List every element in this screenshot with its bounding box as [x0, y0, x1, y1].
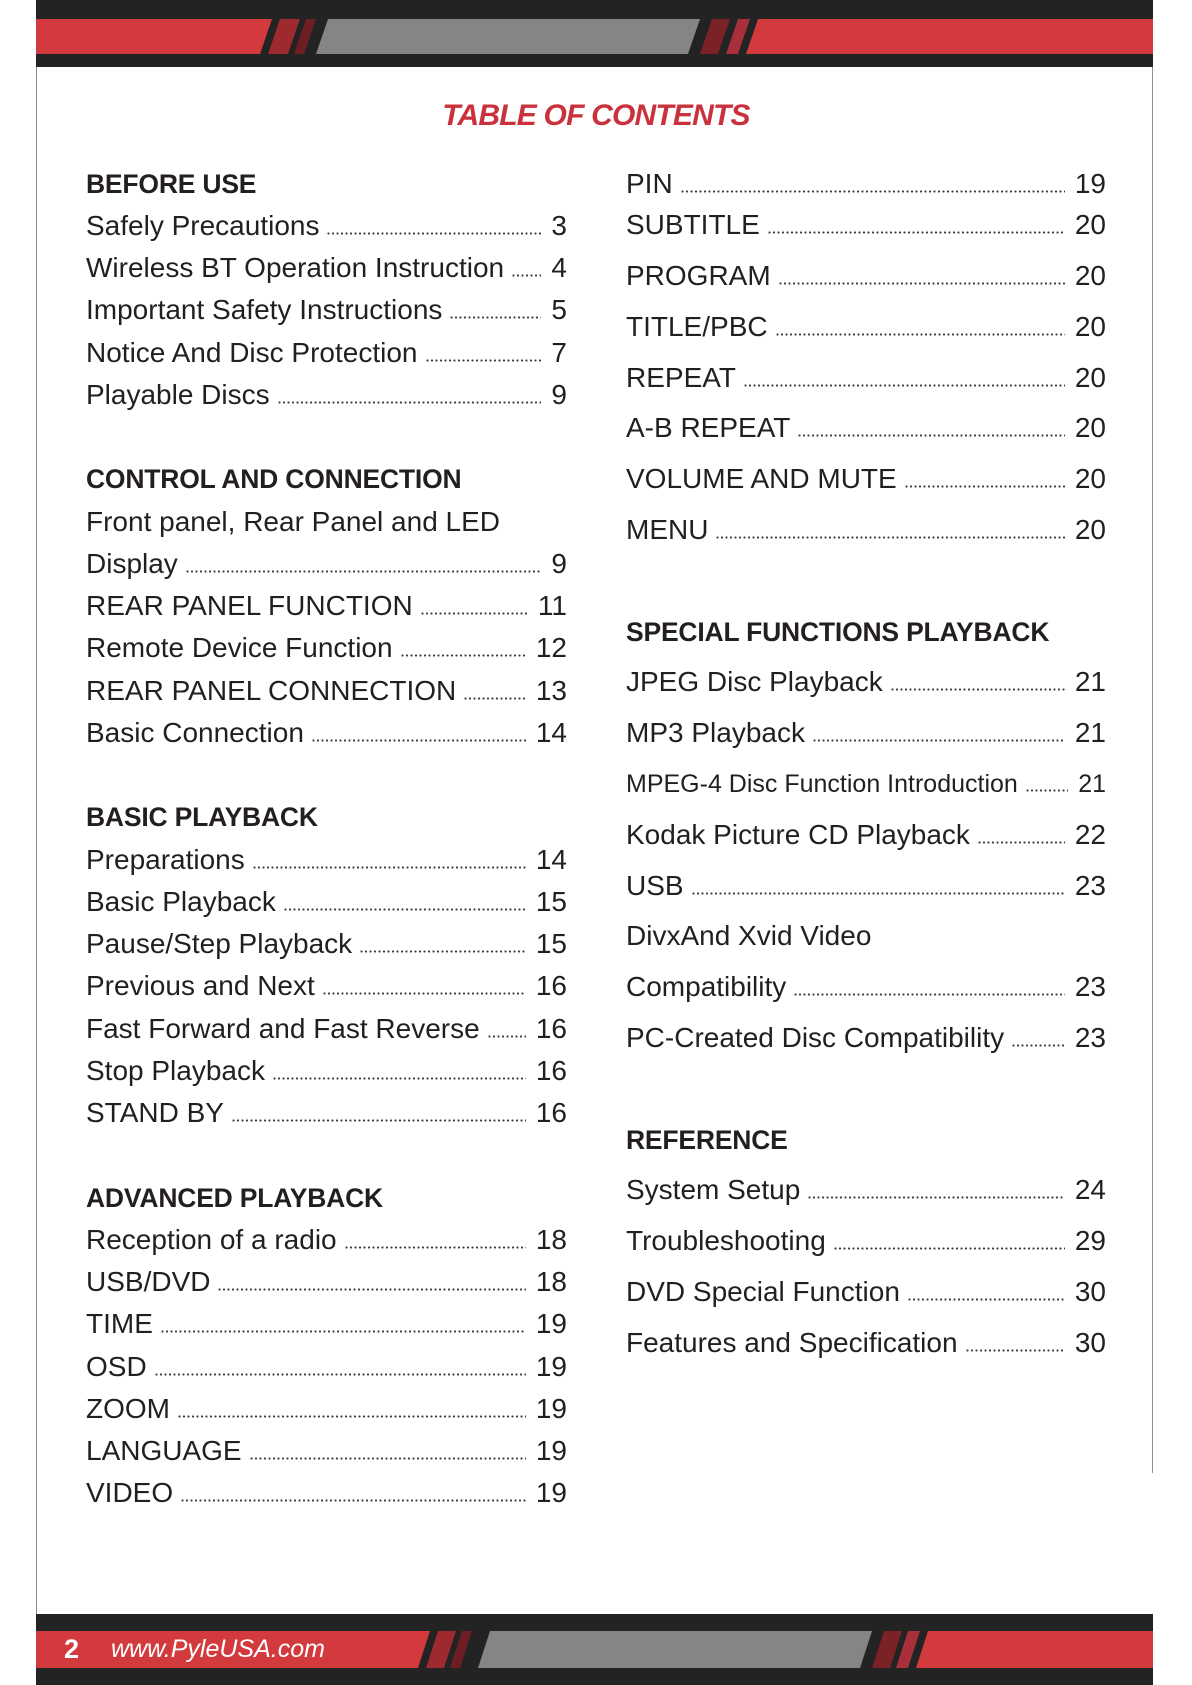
header-band — [0, 0, 1192, 67]
toc-entry-label: MENU — [626, 514, 709, 546]
page-title: TABLE OF CONTENTS — [442, 99, 750, 132]
dot-leader — [401, 654, 526, 657]
toc-entry-page: 19 — [535, 1392, 567, 1424]
toc-entry-page: 3 — [551, 209, 567, 241]
toc-entry-page: 19 — [535, 1435, 567, 1467]
toc-entry-page: 30 — [1074, 1276, 1106, 1308]
toc-entry-label: Features and Specification — [626, 1326, 958, 1358]
toc-entry-label: Basic Connection — [86, 716, 304, 748]
dot-leader — [692, 892, 1065, 895]
toc-entry — [86, 712, 567, 754]
dot-leader — [284, 908, 526, 911]
dot-leader — [323, 992, 526, 995]
toc-entry-label: OSD — [86, 1350, 147, 1382]
toc-entry-page: 9 — [551, 378, 567, 410]
toc-entry — [626, 1216, 1106, 1267]
toc-entry — [626, 1165, 1106, 1216]
toc-entry-page: 29 — [1074, 1225, 1106, 1257]
toc-entry-page: 11 — [537, 590, 567, 622]
toc-entry-label: USB/DVD — [86, 1266, 211, 1298]
toc-entry — [86, 1430, 567, 1472]
section-heading: REFERENCE — [626, 1124, 788, 1155]
toc-entry-label: PROGRAM — [626, 260, 771, 292]
toc-entry-page: 14 — [535, 843, 567, 875]
dot-leader — [813, 739, 1065, 742]
toc-entry-label: Display — [86, 547, 178, 579]
dot-leader — [779, 282, 1065, 285]
dot-leader — [966, 1349, 1065, 1352]
toc-entry-label: Kodak Picture CD Playback — [626, 818, 970, 850]
toc-entry-label: LANGUAGE — [86, 1435, 242, 1467]
toc-entry-page: 21 — [1078, 770, 1106, 799]
toc-entry-page: 21 — [1074, 717, 1106, 749]
section-heading: BEFORE USE — [86, 168, 257, 199]
toc-entry — [86, 1388, 567, 1430]
toc-entry-label: Pause/Step Playback — [86, 928, 353, 960]
toc-entry-page: 19 — [1074, 167, 1106, 199]
dot-leader — [155, 1373, 526, 1376]
toc-entry-label: VIDEO — [86, 1477, 174, 1509]
toc-entry — [86, 627, 567, 669]
toc-entry — [626, 708, 1106, 759]
toc-entry-page: 20 — [1074, 209, 1106, 241]
toc-entry-label: Important Safety Instructions — [86, 294, 443, 326]
toc-entry-page: 20 — [1074, 260, 1106, 292]
toc-entry-label: MP3 Playback — [626, 717, 805, 749]
toc-entry-label: Safely Precautions — [86, 209, 320, 241]
toc-entry-label: Notice And Disc Protection — [86, 336, 418, 368]
toc-entry-label: JPEG Disc Playback — [626, 666, 883, 698]
toc-entry-label: REPEAT — [626, 361, 736, 393]
toc-entry — [626, 163, 1106, 201]
toc-entry-page: 4 — [551, 252, 567, 284]
dot-leader — [232, 1119, 526, 1122]
toc-entry — [626, 403, 1106, 454]
dot-leader — [278, 401, 542, 404]
toc-entry — [86, 1303, 567, 1345]
dot-leader — [744, 384, 1065, 387]
section-spacer — [86, 1134, 567, 1176]
toc-entry-page: 20 — [1074, 514, 1106, 546]
dot-leader — [798, 434, 1064, 437]
dot-leader — [978, 841, 1065, 844]
dot-leader — [360, 950, 526, 953]
toc-entry — [86, 247, 567, 289]
section-spacer — [86, 754, 567, 796]
toc-entry-page: 7 — [551, 336, 567, 368]
toc-entry — [86, 1219, 567, 1261]
toc-entry — [626, 200, 1106, 251]
dot-leader — [253, 866, 526, 869]
dot-leader — [345, 1246, 526, 1249]
toc-entry-page: 20 — [1074, 361, 1106, 393]
toc-entry-page: 13 — [535, 674, 567, 706]
dot-leader — [1012, 1044, 1065, 1047]
toc-entry-page: 23 — [1074, 971, 1106, 1003]
toc-entry-page: 9 — [551, 547, 567, 579]
toc-entry-label: TIME — [86, 1308, 153, 1340]
toc-entry — [626, 251, 1106, 302]
toc-entry-page: 15 — [535, 928, 567, 960]
toc-entry-label: DivxAnd Xvid Video — [626, 920, 872, 952]
toc-entry-label: A-B REPEAT — [626, 412, 791, 444]
toc-entry — [86, 1472, 567, 1514]
toc-entry — [626, 1267, 1106, 1318]
toc-entry-label: REAR PANEL FUNCTION — [86, 590, 413, 622]
toc-entry — [626, 962, 1106, 1013]
section-heading: ADVANCED PLAYBACK — [86, 1182, 383, 1213]
dot-leader — [178, 1415, 526, 1418]
toc-entry — [626, 454, 1106, 505]
toc-entry-label: MPEG-4 Disc Function Introduction — [626, 770, 1018, 799]
dot-leader — [181, 1499, 526, 1502]
dot-leader — [161, 1330, 526, 1333]
toc-entry — [626, 1013, 1106, 1064]
toc-entry-label: REAR PANEL CONNECTION — [86, 674, 457, 706]
toc-entry-label: SUBTITLE — [626, 209, 760, 241]
toc-entry-page: 20 — [1074, 310, 1106, 342]
dot-leader — [488, 1035, 526, 1038]
toc-entry-page: 12 — [535, 632, 567, 664]
toc-entry — [86, 1092, 567, 1134]
toc-left-column — [86, 163, 567, 1515]
toc-entry-label: Compatibility — [626, 971, 787, 1003]
section-spacer — [626, 556, 1106, 607]
toc-entry-label: Wireless BT Operation Instruction — [86, 252, 505, 284]
toc-entry-page: 18 — [535, 1223, 567, 1255]
toc-entry-page: 14 — [535, 716, 567, 748]
toc-entry-page: 23 — [1074, 869, 1106, 901]
dot-leader — [327, 232, 541, 235]
toc-entry-label: TITLE/PBC — [626, 310, 768, 342]
toc-entry — [86, 1346, 567, 1388]
toc-entry — [86, 585, 567, 627]
dot-leader — [218, 1288, 525, 1291]
dot-leader — [512, 274, 541, 277]
toc-entry — [86, 839, 567, 881]
toc-entry-label: System Setup — [626, 1174, 801, 1206]
toc-entry — [626, 302, 1106, 353]
toc-right-column — [626, 163, 1106, 1369]
dot-leader — [834, 1247, 1065, 1250]
page-left-border — [36, 0, 37, 1685]
toc-entry-page: 22 — [1074, 818, 1106, 850]
toc-entry — [86, 501, 567, 543]
toc-entry-label: Preparations — [86, 843, 245, 875]
toc-entry-label: PC-Created Disc Compatibility — [626, 1022, 1005, 1054]
toc-entry — [86, 881, 567, 923]
toc-entry-label: Troubleshooting — [626, 1225, 826, 1257]
dot-leader — [768, 231, 1065, 234]
dot-leader — [908, 1298, 1065, 1301]
toc-entry-label: Basic Playback — [86, 885, 276, 917]
toc-entry-page: 23 — [1074, 1022, 1106, 1054]
toc-entry-label: STAND BY — [86, 1097, 224, 1129]
toc-entry — [86, 923, 567, 965]
toc-entry-label: Front panel, Rear Panel and LED — [86, 505, 501, 537]
website-text: www.PyleUSA.com — [111, 1635, 325, 1663]
dot-leader — [273, 1077, 526, 1080]
toc-entry-label: Playable Discs — [86, 378, 270, 410]
dot-leader — [312, 739, 526, 742]
dot-leader — [891, 688, 1065, 691]
toc-entry — [626, 861, 1106, 912]
toc-entry — [626, 657, 1106, 708]
dot-leader — [716, 536, 1064, 539]
toc-entry — [86, 1050, 567, 1092]
toc-entry-page: 5 — [551, 294, 567, 326]
toc-entry — [86, 205, 567, 247]
toc-entry-label: Stop Playback — [86, 1054, 265, 1086]
dot-leader — [681, 190, 1065, 193]
toc-entry — [86, 543, 567, 585]
toc-entry-page: 16 — [535, 1054, 567, 1086]
section-heading: CONTROL AND CONNECTION — [86, 464, 462, 495]
dot-leader — [794, 993, 1065, 996]
toc-entry-page: 15 — [535, 885, 567, 917]
section-spacer — [86, 416, 567, 458]
toc-entry-label: VOLUME AND MUTE — [626, 463, 897, 495]
dot-leader — [421, 612, 528, 615]
toc-entry-page: 20 — [1074, 463, 1106, 495]
toc-entry — [86, 1008, 567, 1050]
section-spacer — [626, 1064, 1106, 1115]
toc-entry-page: 30 — [1074, 1326, 1106, 1358]
dot-leader — [450, 316, 541, 319]
page-number: 2 — [64, 1634, 80, 1664]
toc-entry-label: Fast Forward and Fast Reverse — [86, 1012, 480, 1044]
toc-entry — [86, 1261, 567, 1303]
dot-leader — [776, 333, 1065, 336]
page-right-border — [1152, 0, 1153, 1473]
toc-entry — [626, 1318, 1106, 1369]
dot-leader — [1026, 789, 1068, 792]
toc-entry — [86, 374, 567, 416]
toc-entry — [626, 810, 1106, 861]
dot-leader — [186, 570, 542, 573]
dot-leader — [808, 1196, 1065, 1199]
toc-entry — [86, 332, 567, 374]
toc-entry-label: DVD Special Function — [626, 1276, 900, 1308]
dot-leader — [905, 485, 1065, 488]
toc-entry-label: Remote Device Function — [86, 632, 393, 664]
header-band-graphic — [0, 0, 1192, 67]
toc-entry-page: 16 — [535, 1012, 567, 1044]
toc-entry-label: USB — [626, 869, 684, 901]
toc-entry-page: 21 — [1074, 666, 1106, 698]
toc-entry — [626, 911, 1106, 962]
toc-entry — [86, 289, 567, 331]
toc-entry-page: 19 — [535, 1477, 567, 1509]
toc-entry — [86, 670, 567, 712]
section-heading: BASIC PLAYBACK — [86, 802, 318, 833]
toc-entry-page: 24 — [1074, 1174, 1106, 1206]
toc-entry-label: Previous and Next — [86, 970, 315, 1002]
toc-entry-page: 16 — [535, 1097, 567, 1129]
toc-entry-page: 18 — [535, 1266, 567, 1298]
dot-leader — [250, 1457, 526, 1460]
toc-entry — [626, 353, 1106, 404]
toc-entry-page: 20 — [1074, 412, 1106, 444]
toc-entry — [626, 505, 1106, 556]
toc-entry-label: Reception of a radio — [86, 1223, 337, 1255]
dot-leader — [464, 697, 526, 700]
toc-entry-page: 16 — [535, 970, 567, 1002]
section-heading: SPECIAL FUNCTIONS PLAYBACK — [626, 616, 1050, 647]
toc-entry-label: PIN — [626, 167, 673, 199]
toc-entry — [86, 965, 567, 1007]
toc-entry-page: 19 — [535, 1308, 567, 1340]
toc-entry-label: ZOOM — [86, 1392, 170, 1424]
toc-entry-page: 19 — [535, 1350, 567, 1382]
toc-entry — [626, 759, 1106, 810]
dot-leader — [426, 359, 542, 362]
